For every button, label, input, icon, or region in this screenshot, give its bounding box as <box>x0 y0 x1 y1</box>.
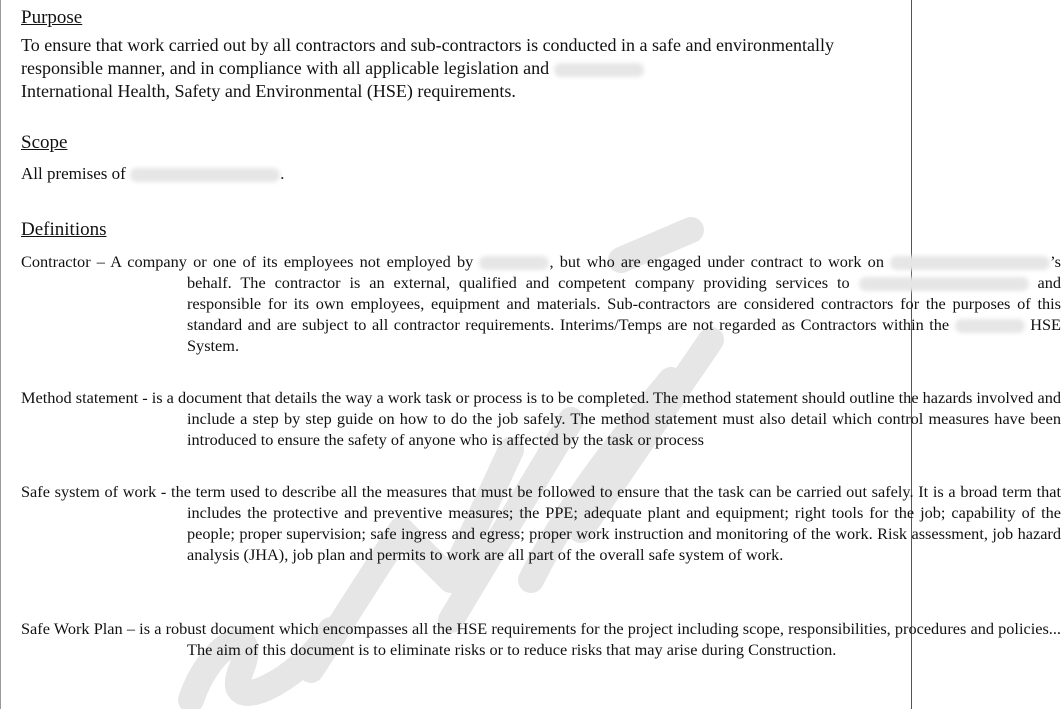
definition-text: is a robust document which encompasses all the HSE requirements for the project including scope, responsibilities, procedures and policies... The aim of this document is to eliminate risks or to reduce risks that may arise during Construction. <box>139 619 1061 659</box>
definition-text: and responsible for its own employees, equipment and materials. Sub-contractors are considered contractors for the purposes of this standard and are subject to all contractor requirements. Interims/Temps are not regarded as Contractors within the <box>187 273 1061 334</box>
scope-heading: Scope <box>21 132 68 153</box>
definition-separator: - <box>156 482 172 501</box>
purpose-text-end: International Health, Safety and Environmental (HSE) requirements. <box>21 81 516 101</box>
definition-separator: – <box>90 252 111 271</box>
definition-contractor <box>21 251 1061 356</box>
definition-term: Safe system of work <box>21 482 157 501</box>
scope-text <box>21 162 284 185</box>
redacted-text <box>479 256 549 270</box>
redacted-text <box>955 319 1025 333</box>
purpose-heading: Purpose <box>21 7 83 28</box>
redacted-text <box>890 256 1050 270</box>
definition-text: HSE System. <box>187 315 1061 355</box>
definition-term: Method statement <box>21 388 139 407</box>
scope-text-start: All premises of <box>21 164 126 183</box>
definitions-heading: Definitions <box>21 219 107 240</box>
redacted-text <box>130 168 280 182</box>
definition-text: is a document that details the way a work task or process is to be completed. The method statement should outline the hazards involved and include a step by step guide on how to do the job safely. The method statement must also detail which control measures have been introduced to ensure the safety of anyone who is affected by the task or process <box>151 388 1061 449</box>
scope-text-end: . <box>280 164 285 183</box>
definition-safe-system-of-work <box>21 481 1061 565</box>
definition-text: A company or one of its employees not employed by <box>110 252 474 271</box>
redacted-text <box>554 63 644 77</box>
definition-safe-work-plan <box>21 618 1061 660</box>
definition-text: ’s behalf. The contractor is an external, qualified and competent company providing services to <box>187 252 1061 292</box>
definition-text: the term used to describe all the measures that must be followed to ensure that the task can be carried out safely. It is a broad term that includes the protective and preventive measures; the PPE; adequate plant and equipment; right tools for the job; capability of the people; proper supervision; safe ingress and egress; proper work instruction and monitoring of the work. Risk assessment, job hazard analysis (JHA), job plan and permits to work are all part of the overall safe system of work. <box>171 482 1061 564</box>
definition-text: , but who are engaged under contract to work on <box>549 252 884 271</box>
definition-term: Contractor <box>21 252 91 271</box>
definition-separator: – <box>122 619 140 638</box>
definition-separator: - <box>138 388 152 407</box>
purpose-text-start: To ensure that work carried out by all contractors and sub-contractors is conducted in a safe and environmentally responsible manner, and in compliance with all applicable legislation and <box>21 35 834 78</box>
definition-term: Safe Work Plan <box>21 619 123 638</box>
redacted-text <box>859 277 1029 291</box>
definition-method-statement <box>21 387 1061 450</box>
purpose-text <box>21 34 861 103</box>
